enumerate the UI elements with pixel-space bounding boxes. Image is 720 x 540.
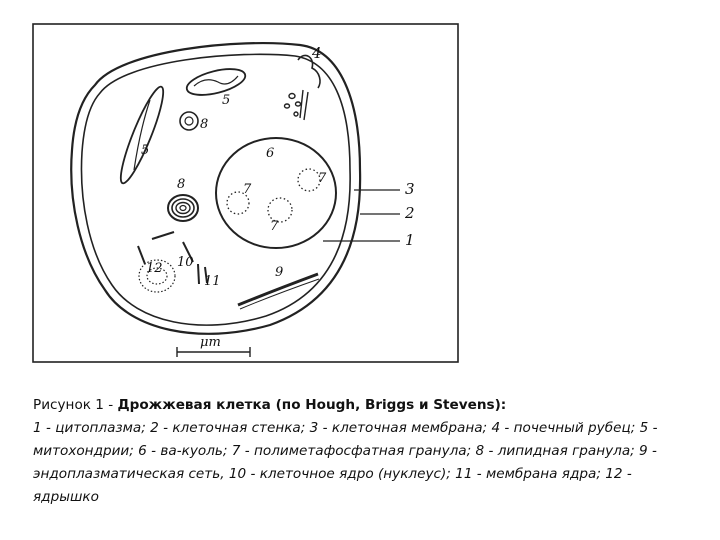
label-6: 6 bbox=[266, 146, 275, 161]
caption-title-main: Дрожжевая клетка (по Hough, Briggs и Stevens): bbox=[117, 397, 507, 413]
lipid-granule-small bbox=[180, 112, 198, 130]
vacuole-granule-right bbox=[298, 169, 320, 191]
caption-title bbox=[33, 394, 693, 417]
label-10: 10 bbox=[177, 255, 194, 270]
label-5-left: 5 bbox=[141, 143, 150, 158]
label-3: 3 bbox=[405, 180, 415, 198]
label-12: 12 bbox=[146, 261, 163, 276]
label-9: 9 bbox=[275, 265, 284, 280]
caption-title-prefix: Рисунок 1 - bbox=[33, 397, 118, 413]
scale-bar-label: μm bbox=[200, 335, 221, 350]
label-7-bottom: 7 bbox=[270, 219, 279, 234]
label-11: 11 bbox=[204, 274, 221, 289]
mitochondrion-top bbox=[184, 64, 248, 100]
caption-legend: 1 - цитоплазма; 2 - клеточная стенка; 3 - клеточная мембрана; 4 - почечный рубец; 5 - митохондрии; 6 - ва-куоль; 7 - полиметафосфатная гранула; 8 - липидная гранула; 9 - эндоплазматическая сеть, 10 - клеточное ядро (нуклеус); 11 - мембрана ядра; 12 - ядрышко bbox=[33, 420, 658, 505]
mitochondrion-left bbox=[114, 83, 170, 186]
label-2: 2 bbox=[405, 204, 415, 222]
label-1: 1 bbox=[405, 231, 415, 249]
figure-caption bbox=[33, 394, 693, 509]
label-8-large: 8 bbox=[177, 177, 186, 192]
label-7-right: 7 bbox=[318, 171, 327, 186]
label-5-top: 5 bbox=[222, 93, 231, 108]
label-8-small: 8 bbox=[200, 117, 209, 132]
nucleus-membrane-fragments bbox=[138, 232, 207, 284]
label-7-left: 7 bbox=[243, 182, 252, 197]
label-4: 4 bbox=[312, 44, 322, 62]
granule-cluster bbox=[285, 90, 309, 120]
lipid-granule-large bbox=[168, 195, 198, 221]
